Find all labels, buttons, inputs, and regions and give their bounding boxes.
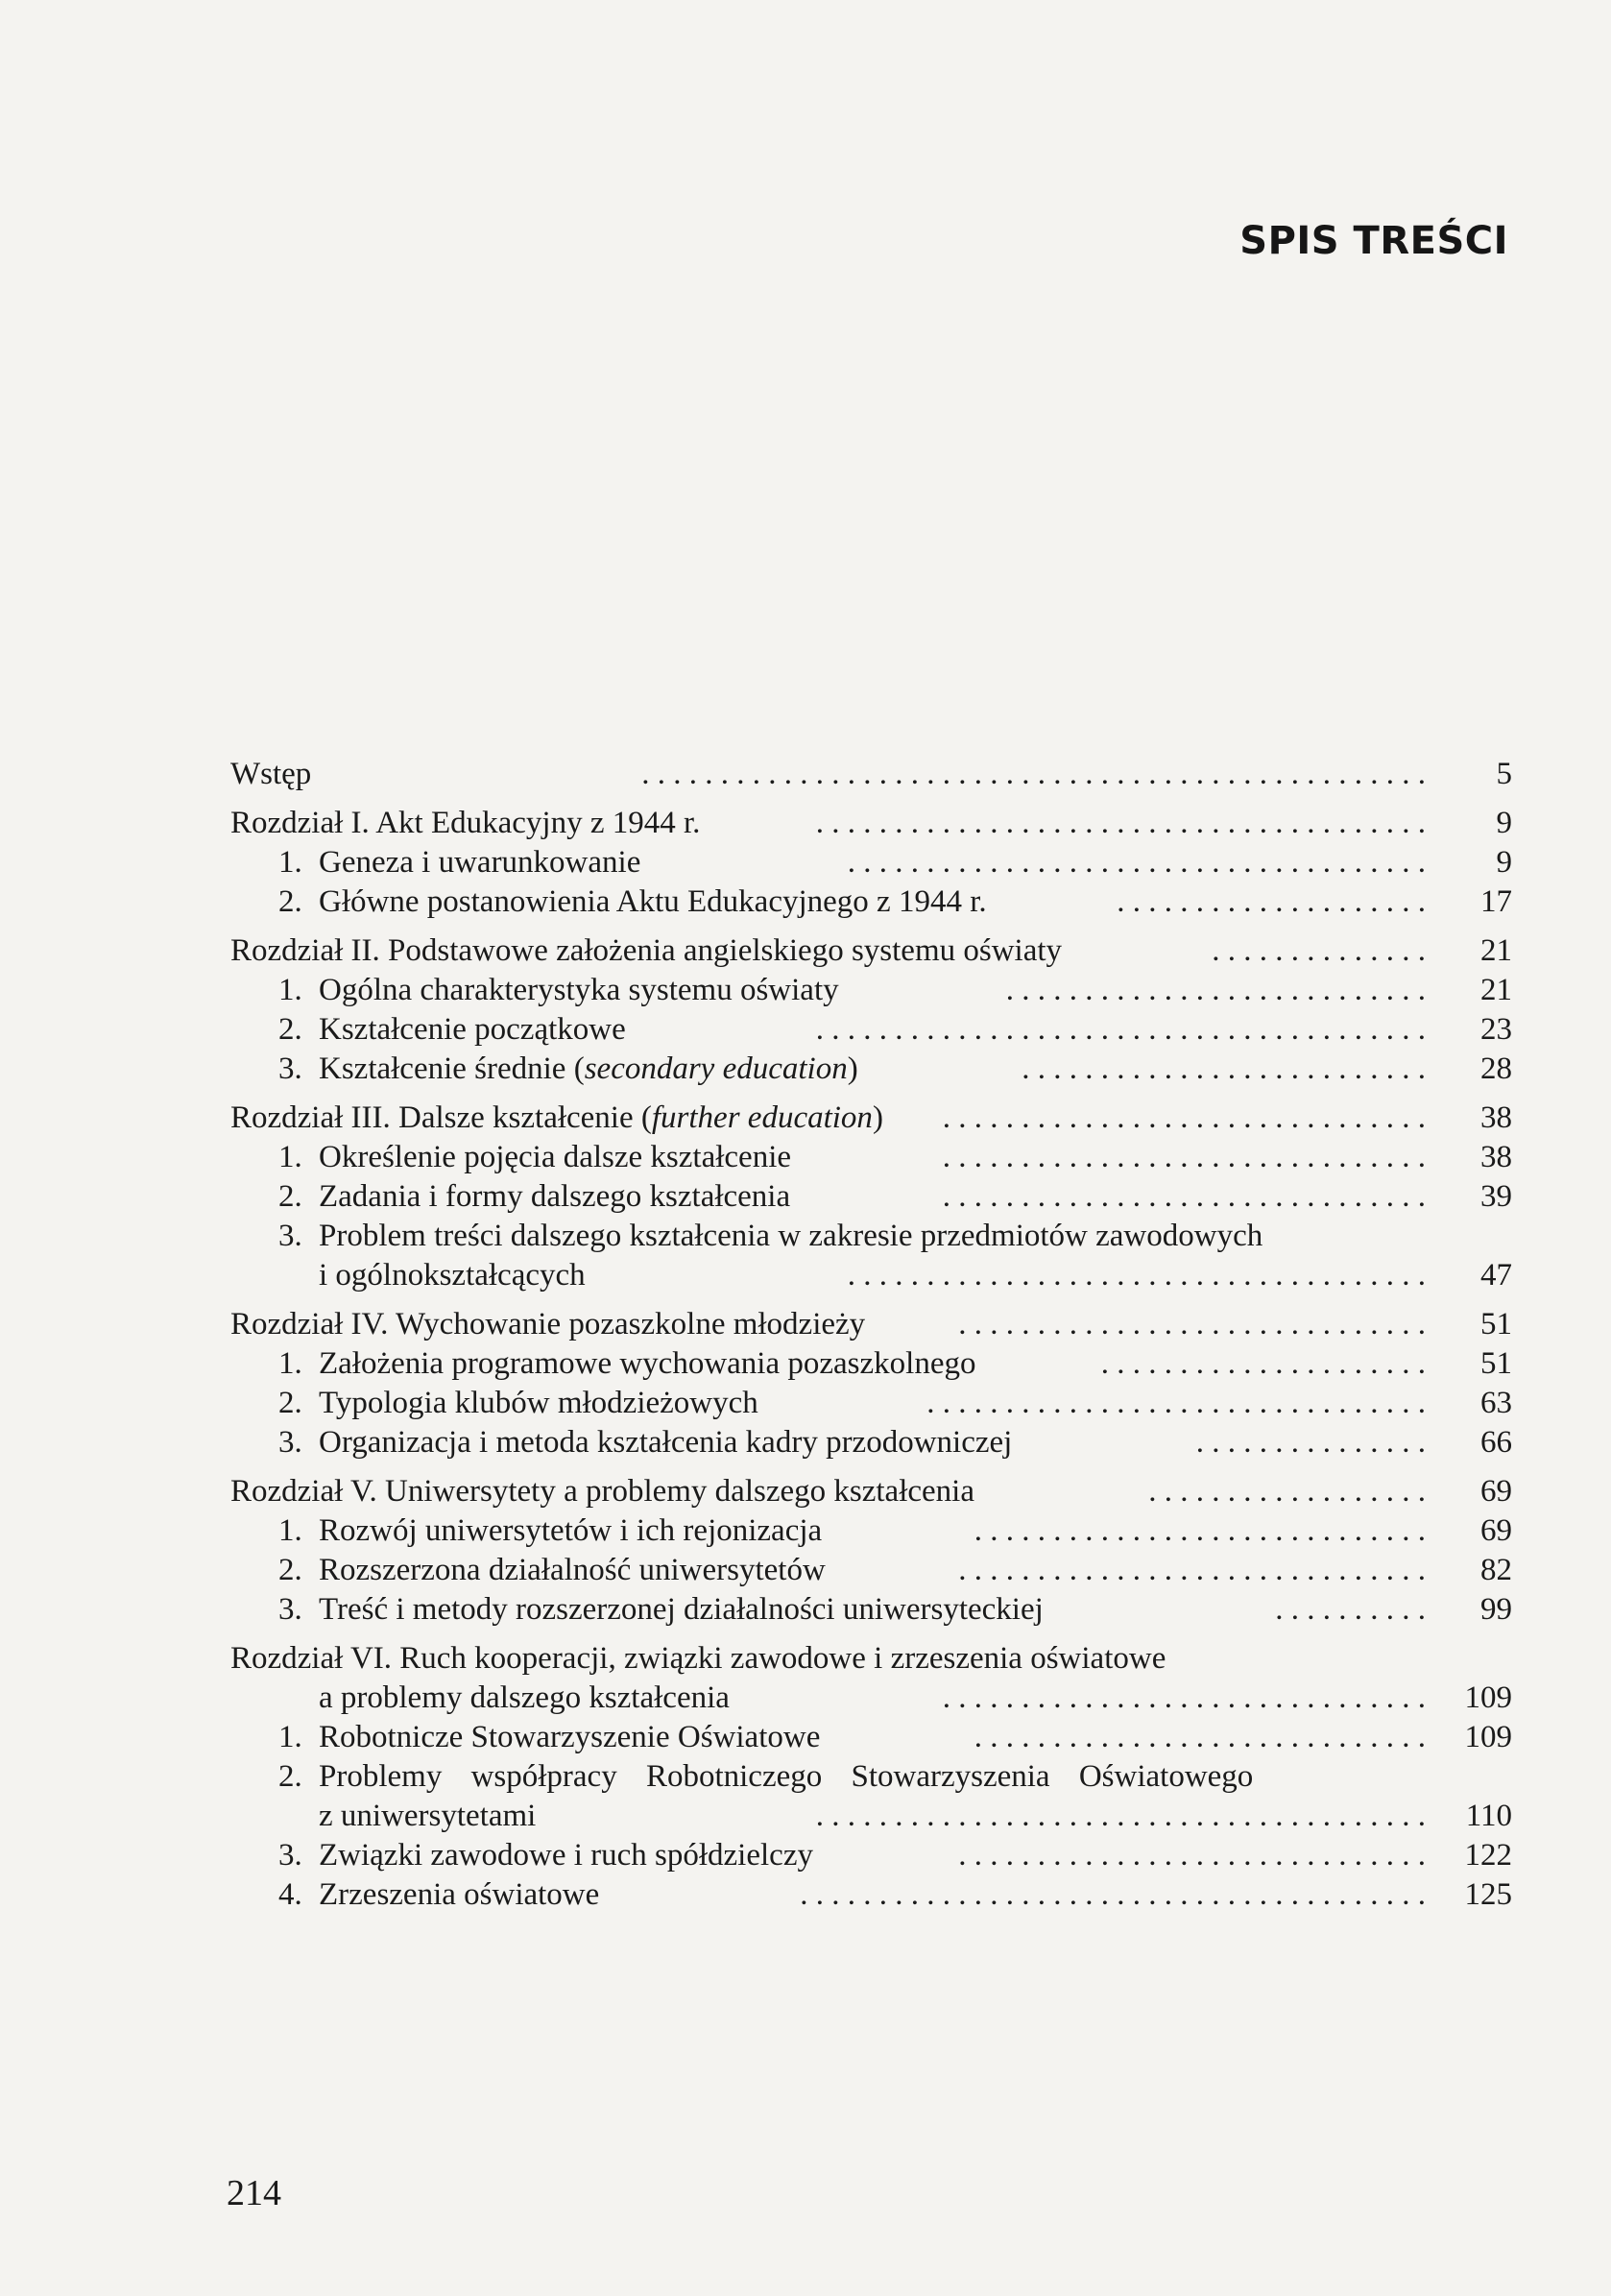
- toc-item: [230, 1388, 1512, 1419]
- toc-label: Główne postanowienia Aktu Edukacyjnego z 1944 r.: [319, 884, 987, 919]
- toc-label: Rozdział V. Uniwersytety a problemy dalszego kształcenia: [230, 1474, 974, 1509]
- toc-item: [230, 1555, 1512, 1586]
- toc-page-number: 5: [1496, 757, 1512, 791]
- toc-label: Określenie pojęcia dalsze kształcenie: [319, 1140, 792, 1174]
- toc-label: Treść i metody rozszerzonej działalności uniwersyteckiej: [319, 1592, 1044, 1627]
- toc-item-number: 2.: [278, 1012, 302, 1047]
- toc-item: [230, 1722, 1512, 1753]
- leader-dots: . . . . . . . . . . . . . . . . . . . . . . . . . . . . . .: [958, 1840, 1426, 1872]
- toc-item: [230, 1053, 1512, 1085]
- toc-label-emphasis: secondary education: [584, 1051, 848, 1086]
- leader-dots: . . . . . . . . . . . . . . . . . . . . . . . . . . . . . . .: [942, 1181, 1426, 1213]
- toc-label: Zrzeszenia oświatowe: [319, 1877, 600, 1912]
- toc-item: [230, 1181, 1512, 1213]
- leader-dots: . . . . . . . . . . . . . . . . . . . . . . . . . . . . . . . . . . . . . . .: [815, 1801, 1426, 1832]
- toc-chapter-6: [230, 1643, 1512, 1675]
- toc-chapter-5: [230, 1476, 1512, 1508]
- toc-label-emphasis: further education: [651, 1100, 873, 1135]
- toc-label-line-1: Problemy współpracy Robotniczego Stowarzyszenia Oświatowego: [319, 1759, 1254, 1794]
- leader-dots: . . . . . . . . . . . . . . . . . . . . . . . . . . . . . . .: [942, 1142, 1426, 1173]
- toc-page-number: 69: [1480, 1513, 1512, 1548]
- leader-dots: . . . . . . . . . . . . . .: [1212, 935, 1426, 967]
- toc-page-number: 51: [1480, 1307, 1512, 1341]
- toc-page-number: 9: [1496, 806, 1512, 840]
- leader-dots: . . . . . . . . . . . . . . . . . .: [1148, 1476, 1426, 1508]
- toc-page-number: 69: [1480, 1474, 1512, 1509]
- toc-item-number: 3.: [278, 1592, 302, 1627]
- toc-item: [230, 1879, 1512, 1911]
- leader-dots: . . . . . . . . . . . . . . . . . . . . . . . . . . . . . . .: [942, 1682, 1426, 1714]
- leader-dots: . . . . . . . . . . . . . . . . . . . . . . . . . . . . . .: [958, 1555, 1426, 1586]
- toc-label: Wstęp: [230, 757, 312, 791]
- toc-item-number: 1.: [278, 845, 302, 880]
- toc-label-text: ): [872, 1100, 883, 1135]
- toc-label: Rozszerzona działalność uniwersytetów: [319, 1553, 826, 1587]
- toc-item-number: 3.: [278, 1051, 302, 1086]
- leader-dots: . . . . . . . . . . . . . . . . . . . . . . . . . . . . . . . . . . . . .: [847, 847, 1426, 879]
- leader-dots: . . . . . . . . . . . . . . . . . . . . .: [1100, 1348, 1426, 1380]
- toc-page-number: 109: [1464, 1680, 1512, 1715]
- toc-label: Rozdział IV. Wychowanie pozaszkolne młodzieży: [230, 1307, 866, 1341]
- toc-label: Założenia programowe wychowania pozaszkolnego: [319, 1346, 976, 1381]
- toc-page-number: 51: [1480, 1346, 1512, 1381]
- toc-item: [230, 1427, 1512, 1459]
- toc-chapter-1: [230, 808, 1512, 839]
- toc-chapter-continuation: [230, 1682, 1512, 1714]
- leader-dots: . . . . . . . . . . . . . . . . . . . . . . . . . . . . . . . . . . . . . . .: [815, 808, 1426, 839]
- toc-item-continuation: [230, 1260, 1512, 1292]
- toc-page-number: 47: [1480, 1258, 1512, 1293]
- toc-page-number: 21: [1480, 933, 1512, 968]
- toc-page-number: 38: [1480, 1100, 1512, 1135]
- toc-item: [230, 847, 1512, 879]
- toc-item-number: 1.: [278, 973, 302, 1007]
- toc-item: [230, 886, 1512, 918]
- toc-item-number: 2.: [278, 1179, 302, 1214]
- toc-item: [230, 975, 1512, 1006]
- toc-entry-intro: [230, 759, 1512, 790]
- toc-item-number: 3.: [278, 1219, 302, 1253]
- toc-item: [230, 1221, 1512, 1252]
- toc-item: [230, 1761, 1512, 1793]
- toc-page-number: 63: [1480, 1386, 1512, 1420]
- toc-page-number: 23: [1480, 1012, 1512, 1047]
- toc-label-text: Kształcenie średnie (: [319, 1051, 585, 1086]
- toc-label: Robotnicze Stowarzyszenie Oświatowe: [319, 1720, 821, 1754]
- toc-item: [230, 1594, 1512, 1626]
- leader-dots: . . . . . . . . . . . . . . . . . . . . . . . . . . .: [1005, 975, 1426, 1006]
- toc-chapter-4: [230, 1309, 1512, 1341]
- toc-page-number: 125: [1464, 1877, 1512, 1912]
- toc-item-number: 3.: [278, 1425, 302, 1460]
- toc-label-line-2: i ogólnokształcących: [319, 1258, 586, 1293]
- toc-page-number: 99: [1480, 1592, 1512, 1627]
- toc-item-number: 2.: [278, 1386, 302, 1420]
- toc-item-number: 2.: [278, 884, 302, 919]
- toc-label: Kształcenie początkowe: [319, 1012, 626, 1047]
- toc-page-number: 66: [1480, 1425, 1512, 1460]
- toc-label: Organizacja i metoda kształcenia kadry przodowniczej: [319, 1425, 1013, 1460]
- toc-page-number: 9: [1496, 845, 1512, 880]
- toc-chapter-3: [230, 1102, 1512, 1134]
- leader-dots: . . . . . . . . . . . . . . . . . . . . . . . . . . . . .: [974, 1515, 1426, 1547]
- toc-label-line-2: a problemy dalszego kształcenia: [319, 1680, 730, 1715]
- toc-label: Rozdział I. Akt Edukacyjny z 1944 r.: [230, 806, 701, 840]
- toc-item-number: 1.: [278, 1346, 302, 1381]
- toc-item: [230, 1014, 1512, 1046]
- toc-page-number: 82: [1480, 1553, 1512, 1587]
- toc-label-line-1: Rozdział VI. Ruch kooperacji, związki zawodowe i zrzeszenia oświatowe: [230, 1641, 1166, 1676]
- leader-dots: . . . . . . . . . . . . . . . . . . . . . . . . . . . . . . . . . . . . . . . . . . . . . . . . . .: [641, 759, 1426, 790]
- leader-dots: . . . . . . . . . . . . . . . . . . . . . . . . . . . . . . . . . . . . .: [847, 1260, 1426, 1292]
- toc-item: [230, 1840, 1512, 1872]
- leader-dots: . . . . . . . . . . . . . . . . . . . . . . . . . . . . . . . . . . . . . . .: [815, 1014, 1426, 1046]
- toc-item-number: 2.: [278, 1553, 302, 1587]
- toc-item-number: 1.: [278, 1513, 302, 1548]
- toc-label-line-2: z uniwersytetami: [319, 1799, 537, 1833]
- toc-page-number: 28: [1480, 1051, 1512, 1086]
- toc-item-number: 1.: [278, 1140, 302, 1174]
- leader-dots: . . . . . . . . . . . . . . . . . . . . . . . . . . . . . .: [958, 1309, 1426, 1341]
- toc-page-number: 21: [1480, 973, 1512, 1007]
- leader-dots: . . . . . . . . . . . . . . . . . . . . . . . . . . . . . . . .: [926, 1388, 1426, 1419]
- leader-dots: . . . . . . . . . . . . . . . . . . . . . . . . . . . . . . . . . . . . . . . .: [800, 1879, 1426, 1911]
- toc-item-continuation: [230, 1801, 1512, 1832]
- toc-label: Zadania i formy dalszego kształcenia: [319, 1179, 791, 1214]
- toc-page-number: 109: [1464, 1720, 1512, 1754]
- leader-dots: . . . . . . . . . . . . . . . . . . . . . . . . . . . . . . .: [942, 1102, 1426, 1134]
- leader-dots: . . . . . . . . . . . . . . . . . . . . . . . . . .: [1022, 1053, 1426, 1085]
- toc-label: Geneza i uwarunkowanie: [319, 845, 641, 880]
- toc-page-number: 122: [1464, 1838, 1512, 1873]
- leader-dots: . . . . . . . . . . . . . . .: [1195, 1427, 1426, 1459]
- toc-label: Związki zawodowe i ruch spółdzielczy: [319, 1838, 813, 1873]
- toc-item-number: 3.: [278, 1838, 302, 1873]
- toc-item: [230, 1348, 1512, 1380]
- toc-item-number: 2.: [278, 1759, 302, 1794]
- leader-dots: . . . . . . . . . .: [1275, 1594, 1426, 1626]
- toc-page-number: 17: [1480, 884, 1512, 919]
- toc-label: Typologia klubów młodzieżowych: [319, 1386, 758, 1420]
- page-title: SPIS TREŚCI: [1239, 219, 1508, 263]
- toc-label: Rozdział II. Podstawowe założenia angielskiego systemu oświaty: [230, 933, 1063, 968]
- toc-page-number: 38: [1480, 1140, 1512, 1174]
- toc-label: Rozwój uniwersytetów i ich rejonizacja: [319, 1513, 823, 1548]
- toc-item: [230, 1142, 1512, 1173]
- table-of-contents: [230, 759, 1512, 1911]
- toc-page-number: 39: [1480, 1179, 1512, 1214]
- leader-dots: . . . . . . . . . . . . . . . . . . . . . . . . . . . . .: [974, 1722, 1426, 1753]
- toc-label-text: ): [847, 1051, 858, 1086]
- toc-item-number: 1.: [278, 1720, 302, 1754]
- toc-item-number: 4.: [278, 1877, 302, 1912]
- toc-label: Ogólna charakterystyka systemu oświaty: [319, 973, 839, 1007]
- toc-chapter-2: [230, 935, 1512, 967]
- toc-label-line-1: Problem treści dalszego kształcenia w zakresie przedmiotów zawodowych: [319, 1219, 1263, 1253]
- page-number-folio: 214: [227, 2173, 281, 2213]
- toc-item: [230, 1515, 1512, 1547]
- leader-dots: . . . . . . . . . . . . . . . . . . . .: [1117, 886, 1426, 918]
- toc-label-text: Rozdział III. Dalsze kształcenie (: [230, 1100, 652, 1135]
- toc-page-number: 110: [1465, 1799, 1512, 1833]
